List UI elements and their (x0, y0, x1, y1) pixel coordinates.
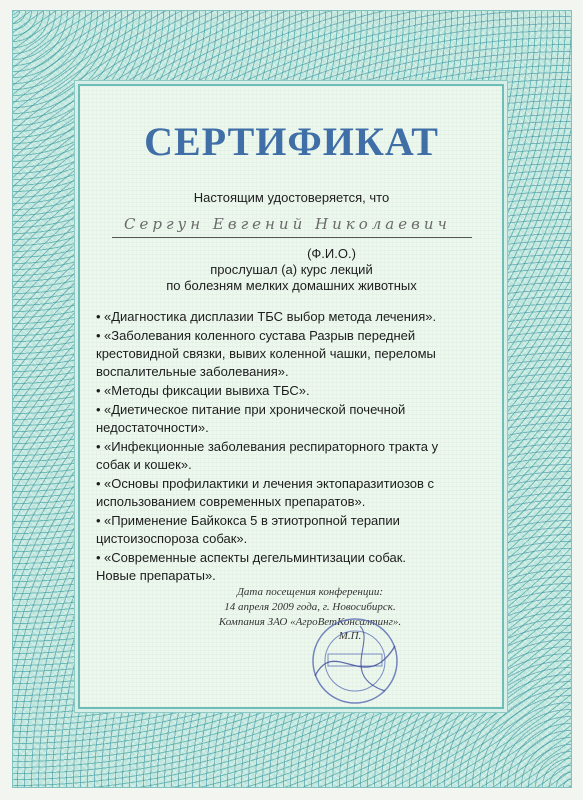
bullet-mark: • (96, 513, 101, 528)
bullet-mark: • (96, 383, 101, 398)
topic-item (96, 549, 476, 585)
name-caption: (Ф.И.О.) (307, 246, 356, 261)
topic-text: цистоизоспороза собак». (96, 531, 248, 546)
topic-item (96, 401, 476, 437)
topic-text: «Методы фиксации вывиха ТБС». (104, 383, 310, 398)
bullet-mark: • (96, 476, 101, 491)
recipient-name: Сергун Евгений Николаевич (112, 215, 472, 238)
certificate-title: СЕРТИФИКАТ (144, 119, 439, 164)
footer-company: Компания ЗАО «АгроВетКонсалтинг». (218, 616, 402, 628)
topic-item (96, 475, 476, 511)
bullet-mark: • (96, 309, 101, 324)
course-line-1: прослушал (а) курс лекций (210, 262, 373, 277)
topic-item (96, 327, 476, 381)
bullet-mark: • (96, 550, 101, 565)
topic-text: «Применение Байкокса 5 в этиотропной терапии (104, 513, 400, 528)
topic-text: «Диагностика дисплазии ТБС выбор метода лечения». (104, 309, 437, 324)
topic-text: Новые препараты». (96, 568, 216, 583)
bullet-mark: • (96, 402, 101, 417)
footer-seal-mark: М.П. (338, 630, 362, 642)
topic-item (96, 308, 476, 326)
intro-text: Настоящим удостоверяется, что (193, 190, 390, 205)
topic-item (96, 512, 476, 548)
topic-text: воспалительные заболевания». (96, 364, 289, 379)
topic-text: «Современные аспекты дегельминтизации собак. (104, 550, 407, 565)
topic-text: «Основы профилактики и лечения эктопаразитиозов с (104, 476, 435, 491)
topic-text: использованием современных препаратов». (96, 494, 366, 509)
footer-date-label: Дата посещения конференции: (236, 586, 384, 598)
topic-text: «Инфекционные заболевания респираторного тракта у (104, 439, 439, 454)
topic-item (96, 382, 476, 400)
bullet-mark: • (96, 439, 101, 454)
topic-item (96, 438, 476, 474)
bullet-mark: • (96, 328, 101, 343)
topic-text: крестовидной связки, вывих коленной чашки, переломы (96, 346, 436, 361)
topic-list (96, 308, 476, 586)
topic-text: «Диетическое питание при хронической почечной (104, 402, 406, 417)
course-line-2: по болезням мелких домашних животных (166, 278, 417, 293)
topic-text: собак и кошек». (96, 457, 192, 472)
topic-text: «Заболевания коленного сустава Разрыв передней (104, 328, 416, 343)
company-stamp (310, 616, 400, 706)
footer-date-value: 14 апреля 2009 года, г. Новосибирск. (224, 601, 396, 613)
topic-text: недостаточности». (96, 420, 209, 435)
